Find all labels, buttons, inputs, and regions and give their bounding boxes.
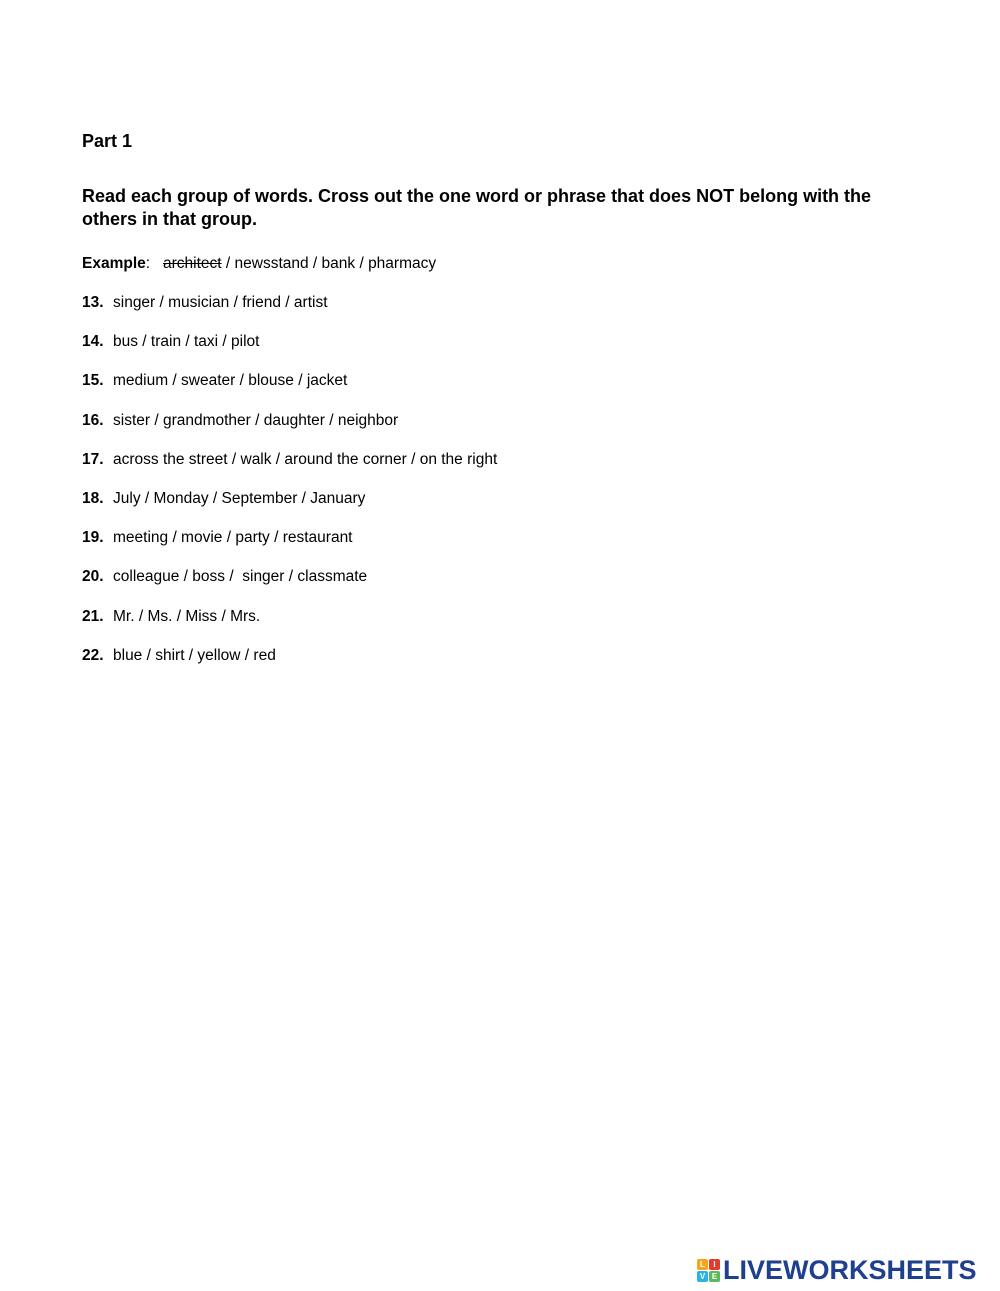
- logo-block-i: I: [709, 1259, 720, 1270]
- logo-text: LIVEWORKSHEETS: [723, 1254, 977, 1285]
- question-options: bus / train / taxi / pilot: [113, 333, 260, 351]
- question-options: July / Monday / September / January: [113, 489, 366, 507]
- question-number: 18.: [82, 489, 104, 507]
- question-17: [82, 451, 497, 490]
- question-number: 22.: [82, 646, 104, 664]
- question-options: colleague / boss / singer / classmate: [113, 568, 368, 586]
- question-options: meeting / movie / party / restaurant: [113, 529, 353, 547]
- question-options: Mr. / Ms. / Miss / Mrs.: [113, 607, 261, 625]
- question-number: 20.: [82, 568, 104, 586]
- question-options: singer / musician / friend / artist: [113, 294, 328, 311]
- part-title: Part 1: [82, 131, 133, 151]
- question-15: [82, 372, 497, 411]
- question-16: [82, 412, 497, 451]
- liveworksheets-logo: [697, 1253, 977, 1287]
- example-struck-word: architect: [163, 255, 222, 272]
- question-18: [82, 490, 497, 529]
- question-number: 19.: [82, 529, 104, 547]
- question-options: across the street / walk / around the corner / on the right: [113, 450, 498, 468]
- logo-blocks-icon: [697, 1259, 720, 1282]
- logo-block-l: L: [697, 1259, 708, 1270]
- question-list: [82, 294, 497, 686]
- example-rest: / newsstand / bank / pharmacy: [221, 255, 437, 272]
- question-14: [82, 333, 497, 372]
- question-number: 21.: [82, 607, 104, 625]
- question-13: [82, 294, 497, 333]
- question-21: [82, 608, 497, 647]
- question-19: [82, 529, 497, 568]
- question-number: 13.: [82, 294, 104, 311]
- example-line: [82, 255, 436, 273]
- logo-block-v: V: [697, 1271, 708, 1282]
- logo-block-e: E: [709, 1271, 720, 1282]
- question-number: 17.: [82, 450, 104, 468]
- question-number: 15.: [82, 372, 104, 390]
- example-colon: :: [145, 255, 151, 272]
- question-number: 16.: [82, 411, 104, 429]
- question-number: 14.: [82, 333, 104, 351]
- question-options: sister / grandmother / daughter / neighbor: [113, 411, 399, 429]
- instructions: Read each group of words. Cross out the one word or phrase that does NOT belong with the others in that group.: [82, 186, 872, 229]
- question-20: [82, 568, 497, 607]
- example-label: Example: [82, 255, 146, 272]
- question-options: medium / sweater / blouse / jacket: [113, 372, 348, 390]
- question-options: blue / shirt / yellow / red: [113, 646, 276, 664]
- question-22: [82, 647, 497, 686]
